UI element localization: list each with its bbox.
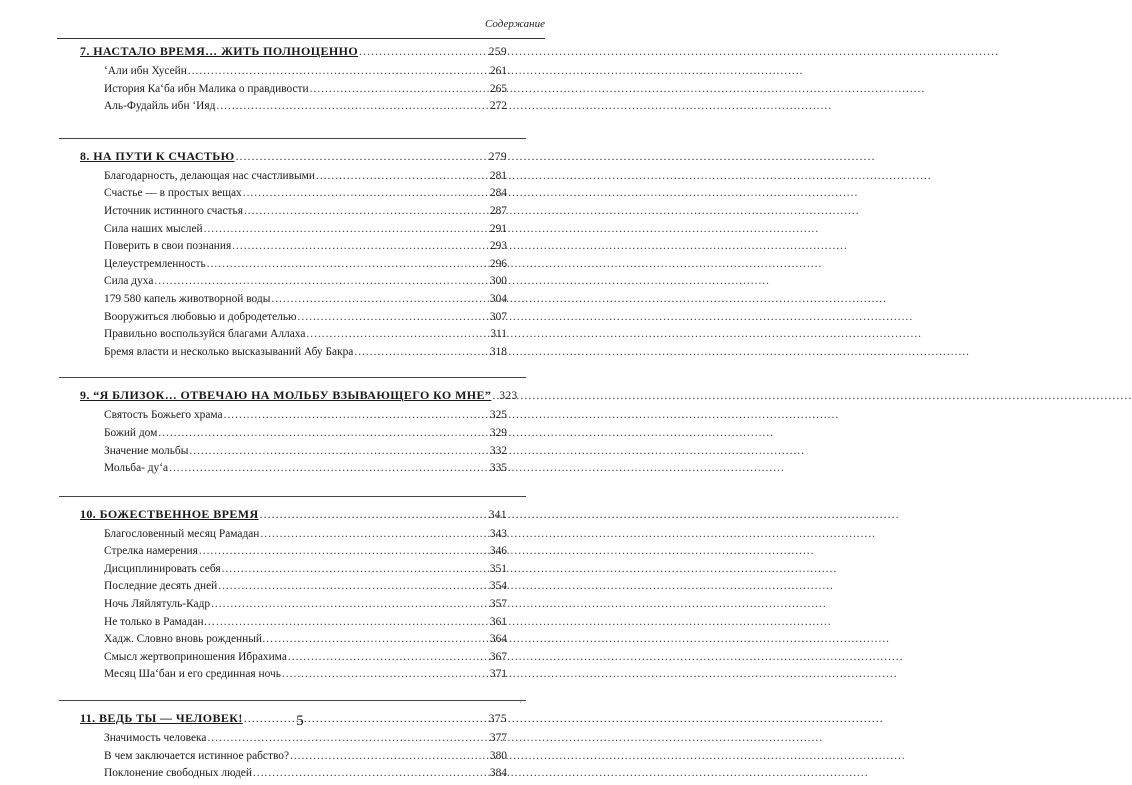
dot-leader — [306, 328, 489, 340]
chapter-page: 341 — [488, 508, 507, 521]
dot-leader — [222, 563, 489, 575]
toc-entry[interactable] — [80, 328, 507, 346]
entry-title: Хадж. Словно вновь рожденный… — [104, 633, 274, 646]
dot-leader — [492, 388, 498, 403]
toc-entry[interactable] — [80, 445, 507, 463]
dot-leader — [189, 445, 489, 457]
entry-page: 367 — [489, 650, 507, 663]
entry-page: 377 — [489, 732, 507, 745]
entry-page: 357 — [489, 598, 507, 611]
entry-page: 293 — [489, 240, 507, 253]
toc-entry[interactable] — [80, 170, 507, 188]
toc-entry[interactable] — [80, 205, 507, 223]
dot-leader — [359, 44, 488, 59]
entry-title: 179 580 капель животворной воды — [104, 292, 271, 305]
entry-title: Божий дом — [104, 426, 158, 439]
dot-leader — [169, 462, 489, 474]
running-header — [57, 18, 545, 39]
entry-page: 318 — [489, 345, 507, 358]
chapter-page: 279 — [488, 150, 507, 163]
toc-section-7 — [80, 44, 507, 118]
toc-entry[interactable] — [80, 100, 507, 118]
chapter-heading[interactable] — [80, 507, 507, 528]
chapter-title: 10. БОЖЕСТВЕННОЕ ВРЕМЯ — [80, 506, 259, 521]
toc-entry[interactable] — [80, 223, 507, 241]
dot-leader — [298, 311, 489, 323]
entry-title: Стрелка намерения — [104, 545, 198, 558]
dot-leader — [282, 668, 489, 680]
entry-title: Благословенный месяц Рамадан — [104, 527, 260, 540]
dot-leader — [199, 545, 489, 557]
entry-page: 380 — [489, 749, 507, 762]
toc-entry[interactable] — [80, 65, 507, 83]
toc-entry[interactable] — [80, 732, 507, 750]
entry-page: 265 — [489, 82, 507, 95]
entry-page: 272 — [489, 100, 507, 113]
entry-page: 304 — [489, 292, 507, 305]
chapter-page: 259 — [488, 46, 507, 58]
chapter-heading[interactable] — [80, 149, 507, 170]
toc-entry[interactable] — [80, 668, 507, 686]
toc-entry[interactable] — [80, 767, 507, 785]
chapter-page: 323 — [499, 390, 518, 403]
chapter-page: 375 — [488, 713, 507, 726]
toc-section-10 — [80, 507, 507, 686]
dot-leader — [260, 507, 488, 522]
toc-entry[interactable] — [80, 240, 507, 258]
dot-leader — [243, 187, 489, 199]
entry-title: Последние десять дней — [104, 580, 218, 593]
dot-leader — [253, 767, 489, 779]
toc-entry[interactable] — [80, 545, 507, 563]
table-of-contents — [80, 44, 518, 785]
toc-entry[interactable] — [80, 462, 507, 480]
toc-entry[interactable] — [80, 580, 507, 598]
dot-leader — [207, 258, 489, 270]
dot-leader — [158, 427, 489, 439]
stray-print-mark: ˌ — [519, 693, 522, 703]
chapter-title: 7. НАСТАЛО ВРЕМЯ… ЖИТЬ ПОЛНОЦЕННО — [80, 44, 359, 58]
chapter-heading[interactable] — [80, 388, 518, 409]
entry-title: Правильно воспользуйся благами Аллаха — [104, 328, 306, 341]
dot-leader — [310, 83, 489, 95]
chapter-title: 9. “Я БЛИЗОК… ОТВЕЧАЮ НА МОЛЬБУ ВЗЫВАЮЩЕГО КО МНЕ” — [80, 388, 492, 403]
dot-leader — [354, 346, 489, 358]
entry-title: Смысл жертвоприношения Ибрахима — [104, 650, 287, 663]
toc-entry[interactable] — [80, 346, 507, 364]
entry-page: 261 — [489, 65, 507, 77]
entry-page: 287 — [489, 204, 507, 217]
entry-page: 343 — [489, 527, 507, 540]
entry-page: 361 — [489, 615, 507, 628]
section-divider — [59, 496, 526, 497]
toc-entry[interactable] — [80, 293, 507, 311]
entry-page: 351 — [489, 562, 507, 575]
dot-leader — [244, 205, 489, 217]
toc-section-9 — [80, 388, 518, 479]
toc-entry[interactable] — [80, 651, 507, 669]
dot-leader — [316, 170, 489, 182]
entry-page: 384 — [489, 767, 507, 780]
dot-leader — [288, 651, 489, 663]
entry-title: Значение мольбы — [104, 444, 189, 457]
section-divider — [59, 700, 526, 701]
entry-title: Сила духа — [104, 275, 154, 288]
entry-title: Сила наших мыслей — [104, 222, 203, 235]
dot-leader — [274, 633, 489, 645]
dot-leader — [224, 409, 489, 421]
dot-leader — [271, 293, 489, 305]
toc-entry[interactable] — [80, 563, 507, 581]
section-divider — [59, 138, 526, 139]
entry-page: 307 — [489, 310, 507, 323]
entry-page: 291 — [489, 222, 507, 235]
entry-title: Святость Божьего храма — [104, 409, 223, 422]
entry-title: Счастье — в простых вещах — [104, 187, 242, 200]
header-title: Содержание — [484, 18, 545, 30]
toc-entry[interactable] — [80, 83, 507, 101]
entry-title: Вооружиться любовью и добродетелью — [104, 310, 297, 323]
dot-leader — [204, 223, 489, 235]
toc-entry[interactable] — [80, 258, 507, 276]
entry-page: 346 — [489, 545, 507, 558]
entry-title: Благодарность, делающая нас счастливыми — [104, 169, 315, 182]
entry-title: Дисциплинировать себя — [104, 562, 221, 575]
section-divider — [59, 377, 526, 378]
entry-title: Значимость человека — [104, 732, 207, 745]
chapter-title: 8. НА ПУТИ К СЧАСТЬЮ — [80, 148, 235, 163]
entry-page: 311 — [490, 328, 507, 341]
entry-title: Поклонение свободных людей — [104, 767, 252, 780]
toc-entry[interactable] — [80, 427, 507, 445]
entry-title: Месяц Шаʻбан и его срединная ночь — [104, 668, 281, 681]
entry-page: 329 — [489, 426, 507, 439]
chapter-title: 11. ВЕДЬ ТЫ — ЧЕЛОВЕК! — [80, 711, 243, 726]
dot-leader — [154, 275, 489, 287]
entry-title: Бремя власти и несколько высказываний Абу Бакра — [104, 345, 354, 358]
entry-page: 281 — [489, 169, 507, 182]
toc-entry[interactable] — [80, 616, 507, 634]
entry-page: 296 — [489, 257, 507, 270]
entry-title: Аль-Фудайль ибн ʻИяд — [104, 100, 216, 113]
toc-entry[interactable] — [80, 633, 507, 651]
dot-leader — [260, 528, 489, 540]
dot-leader — [216, 616, 489, 628]
entry-title: Мольба- дуʻа — [104, 462, 169, 475]
entry-title: Поверить в свои познания — [104, 240, 232, 253]
entry-page: 354 — [489, 580, 507, 593]
dot-leader — [236, 149, 488, 164]
entry-title: Ночь Ляйлятуль-Кадр — [104, 598, 211, 611]
entry-title: История Каʻба ибн Малика о правдивости — [104, 82, 309, 95]
entry-title: Источник истинного счастья — [104, 204, 243, 217]
toc-entry[interactable] — [80, 187, 507, 205]
dot-leader — [216, 100, 488, 112]
dot-leader — [188, 65, 489, 77]
entry-page: 300 — [489, 275, 507, 288]
entry-page: 371 — [489, 668, 507, 681]
toc-section-8 — [80, 149, 507, 364]
entry-title: Целеустремленность — [104, 257, 206, 270]
entry-page: 332 — [489, 444, 507, 457]
dot-leader — [290, 750, 489, 762]
dot-leader — [218, 580, 489, 592]
toc-entry[interactable] — [80, 528, 507, 546]
chapter-heading[interactable] — [80, 44, 507, 65]
dot-leader — [207, 732, 488, 744]
entry-page: 364 — [489, 633, 507, 646]
toc-entry[interactable] — [80, 409, 507, 427]
toc-entry[interactable] — [80, 311, 507, 329]
page-number: 5 — [296, 713, 304, 729]
entry-title: ʻАли ибн Хусейн — [104, 65, 187, 77]
entry-title: В чем заключается истинное рабство? — [104, 749, 290, 762]
dot-leader — [211, 598, 489, 610]
toc-entry[interactable] — [80, 750, 507, 768]
dot-leader — [232, 240, 489, 252]
entry-page: 335 — [489, 462, 507, 475]
toc-entry[interactable] — [80, 598, 507, 616]
entry-page: 325 — [489, 409, 507, 422]
entry-title: Не только в Рамадан… — [104, 615, 216, 628]
entry-page: 284 — [489, 187, 507, 200]
toc-entry[interactable] — [80, 275, 507, 293]
